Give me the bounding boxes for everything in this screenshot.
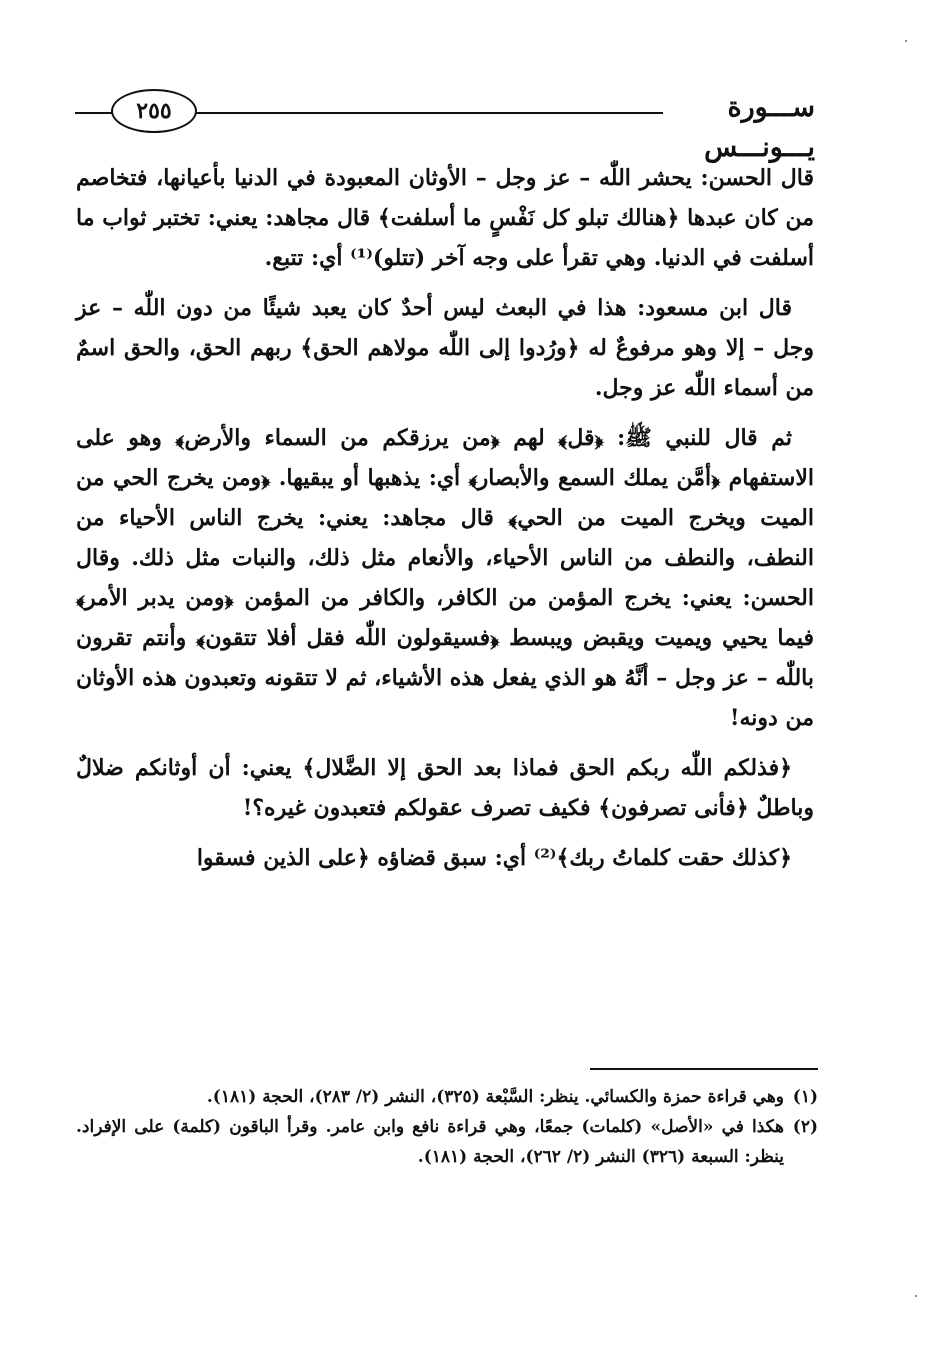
footnote-1	[76, 1082, 818, 1112]
footnotes	[76, 1082, 818, 1172]
main-text	[76, 158, 814, 888]
paragraph-4: ﴿فذلكم اللّٰه ربكم الحق فماذا بعد الحق إلا الضَّلال﴾ يعني: أن أوثانكم ضلالٌ وباطلٌ ﴿فأنى تصرفون﴾ فكيف تصرف عقولكم فتعبدون غيره؟!	[76, 755, 814, 821]
paragraph-3: ثم قال للنبي ﷺ: ﴿قل﴾ لهم ﴿من يرزقكم من السماء والأرض﴾ وهو على الاستفهام ﴿أمَّن يملك السمع والأبصار﴾ أي: يذهبها أو يبقيها. ﴿ومن يخرج الحي من الميت ويخرج الميت من الحي﴾ قال مجاهد: يعني: يخرج الناس الأحياء من النطف، والنطف من الناس الأحياء، والأنعام مثل ذلك، والنبات مثل ذلك. وقال الحسن: يعني: يخرج المؤمن من الكافر، والكافر من المؤمن ﴿ومن يدبر الأمر﴾ فيما يحيي ويميت ويقبض ويبسط ﴿فسيقولون اللّٰه فقل أفلا تتقون﴾ وأنتم تقرون باللّٰه – عز وجل – أنَّهُ هو الذي يفعل هذه الأشياء، ثم لا تتقونه وتعبدون هذه الأوثان من دونه!	[76, 425, 814, 731]
footnote-2	[76, 1112, 818, 1172]
surah-title: ســـورة يـــونـــس	[704, 92, 815, 163]
header-rule-left	[75, 112, 113, 114]
paragraph-5: ﴿كذلك حقت كلماتُ ربك﴾⁽²⁾ أي: سبق قضاؤه ﴿على الذين فسقوا	[196, 845, 792, 871]
paragraph-2: قال ابن مسعود: هذا في البعث ليس أحدٌ كان يعبد شيئًا من دون اللّٰه – عز وجل – إلا وهو مرفوعٌ له ﴿ورُدوا إلى اللّٰه مولاهم الحق﴾ ربهم الحق، والحق اسمٌ من أسماء اللّٰه عز وجل.	[76, 295, 815, 401]
header-rule-right	[195, 112, 663, 114]
running-header	[75, 88, 815, 163]
footnote-2-marker: (٢)	[792, 1117, 818, 1137]
scan-speck	[905, 40, 907, 42]
footnote-1-text: وهي قراءة حمزة والكسائي. ينظر: السَّبْعة (٣٢٥)، النشر (٢/ ٢٨٣)، الحجة (١٨١).	[206, 1087, 784, 1107]
footnote-2-text: هكذا في «الأصل» (كلمات) جمعًا، وهي قراءة نافع وابن عامر. وقرأ الباقون (كلمة) على الإفراد. ينظر: السبعة (٣٢٦) النشر (٢/ ٢٦٢)، الحجة (١٨١).	[76, 1117, 784, 1167]
scan-speck	[915, 1295, 917, 1297]
paragraph-1: قال الحسن: يحشر اللّٰه – عز وجل – الأوثان المعبودة في الدنيا بأعيانها، فتخاصم من كان عبدها ﴿هنالك تبلو كل نَفْسٍ ما أسلفت﴾ قال مجاهد: يعني: تختبر ثواب ما أسلفت في الدنيا. وهي تقرأ على وجه آخر (تتلو)⁽¹⁾ أي: تتبع.	[76, 165, 814, 271]
page-number: ٢٥٥	[111, 89, 197, 133]
footnote-separator	[590, 1068, 818, 1070]
footnote-1-marker: (١)	[792, 1087, 818, 1107]
